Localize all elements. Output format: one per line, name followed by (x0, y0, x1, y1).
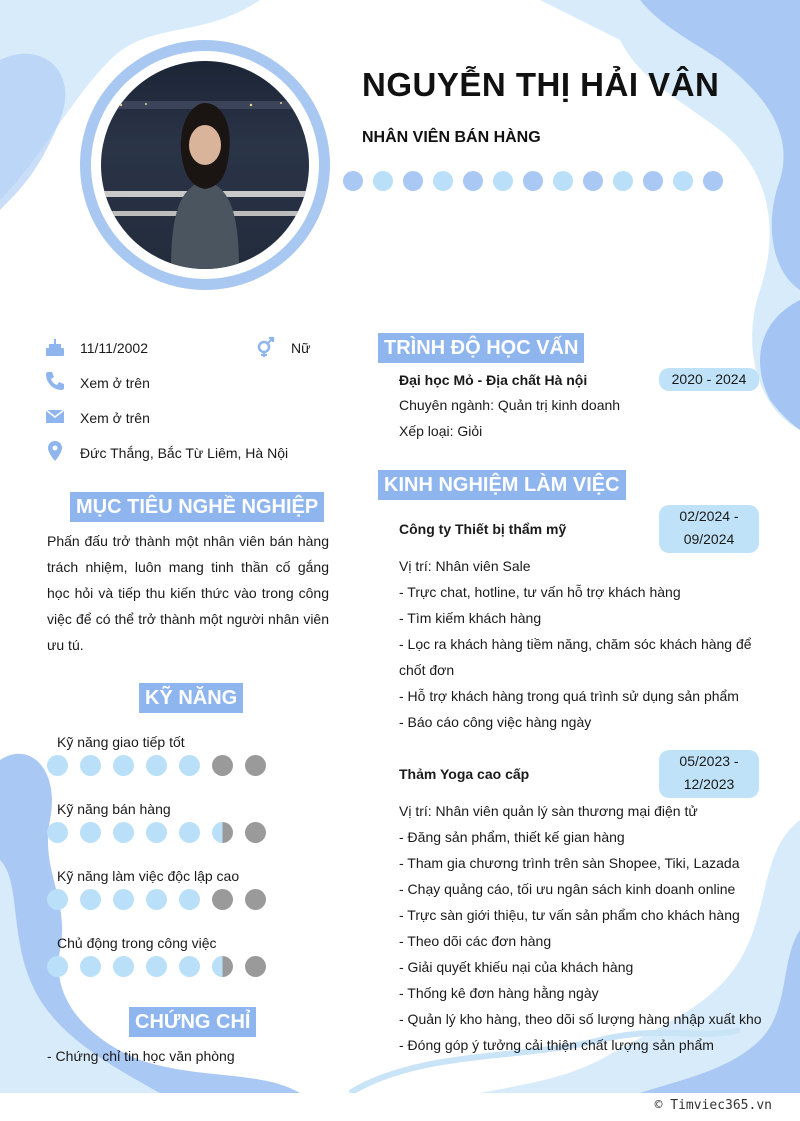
skill-dot (245, 822, 266, 843)
phone-icon (44, 370, 66, 392)
skill-label: Kỹ năng bán hàng (57, 801, 171, 817)
skill-dot (80, 755, 101, 776)
skill-rating (47, 822, 266, 843)
job-company: Thảm Yoga cao cấp (399, 766, 530, 782)
job-detail-line: - Quản lý kho hàng, theo dõi số lượng hàng nhập xuất kho (399, 1011, 762, 1027)
skill-dot (113, 889, 134, 910)
skill-dot (113, 755, 134, 776)
job-company: Công ty Thiết bị thẩm mỹ (399, 521, 567, 537)
job-period-badge (659, 505, 759, 553)
decorative-dot (613, 171, 633, 191)
job-detail-line: - Giải quyết khiếu nại của khách hàng (399, 959, 634, 975)
skill-dot (179, 956, 200, 977)
job-details (399, 553, 765, 735)
gender-icon (255, 336, 277, 358)
email-text: Xem ở trên (80, 410, 150, 426)
job-detail-line: - Chạy quảng cáo, tối ưu ngân sách kinh doanh online (399, 881, 736, 897)
job-period-start: 05/2023 - (679, 753, 739, 769)
education-period-badge: 2020 - 2024 (659, 368, 759, 391)
gender-text: Nữ (291, 340, 311, 356)
decorative-dot (433, 171, 453, 191)
decorative-dots (343, 171, 723, 191)
job-detail-line: chốt đơn (399, 662, 455, 678)
avatar-photo (101, 61, 309, 269)
job-detail-line: - Báo cáo công việc hàng ngày (399, 714, 592, 730)
decorative-dot (553, 171, 573, 191)
skill-dot (245, 956, 266, 977)
job-period-end: 09/2024 (683, 531, 735, 547)
address-text: Đức Thắng, Bắc Từ Liêm, Hà Nội (80, 445, 289, 461)
decorative-dot (493, 171, 513, 191)
objective-text: Phấn đấu trở thành một nhân viên bán hàng trách nhiệm, luôn mang tinh thần cố gắng học hỏi và tiếp thu kiến thức vào trong công việc để có thể trở thành một người nhân viên ưu tú. (47, 533, 329, 653)
skill-dot (179, 822, 200, 843)
decorative-dot (523, 171, 543, 191)
skill-label: Kỹ năng làm việc độc lập cao (57, 868, 240, 884)
skill-dot (146, 822, 167, 843)
cake-icon (44, 336, 66, 358)
job-detail-line: - Tham gia chương trình trên sàn Shopee, Tiki, Lazada (399, 855, 740, 871)
skill-dot (179, 755, 200, 776)
skill-dot (47, 755, 68, 776)
skill-dot (80, 956, 101, 977)
skill-dot (113, 956, 134, 977)
skill-dot (47, 889, 68, 910)
school-name: Đại học Mỏ - Địa chất Hà nội (399, 372, 588, 388)
skill-dot (146, 755, 167, 776)
skill-rating (47, 755, 266, 776)
job-details (399, 798, 765, 1058)
job-period-start: 02/2024 - (679, 508, 739, 524)
decorative-dot (373, 171, 393, 191)
phone-text: Xem ở trên (80, 375, 150, 391)
job-detail-line: - Hỗ trợ khách hàng trong quá trình sử dụng sản phẩm (399, 688, 739, 704)
avatar (101, 61, 309, 269)
certificate-item: - Chứng chỉ tin học văn phòng (47, 1048, 235, 1064)
education-grade: Xếp loại: Giỏi (399, 423, 483, 439)
skill-dot (245, 755, 266, 776)
job-detail-line: - Thống kê đơn hàng hằng ngày (399, 985, 599, 1001)
footer (0, 1093, 800, 1121)
job-period-badge (659, 750, 759, 798)
skill-dot (80, 889, 101, 910)
decorative-dot (643, 171, 663, 191)
job-detail-line: - Theo dõi các đơn hàng (399, 933, 552, 949)
skill-dot (80, 822, 101, 843)
location-icon (44, 440, 66, 462)
skill-dot (146, 889, 167, 910)
skill-dot (113, 822, 134, 843)
skills-heading: KỸ NĂNG (139, 683, 243, 713)
skill-dot (212, 755, 233, 776)
objective-heading: MỤC TIÊU NGHỀ NGHIỆP (70, 492, 324, 522)
job-detail-line: Vị trí: Nhân viên quản lý sàn thương mại điện tử (399, 803, 698, 819)
certificates-heading: CHỨNG CHỈ (129, 1007, 256, 1037)
footer-credit: © Timviec365.vn (654, 1098, 772, 1113)
skill-rating (47, 889, 266, 910)
skill-dot (245, 889, 266, 910)
skill-dot (47, 956, 68, 977)
decorative-dot (673, 171, 693, 191)
job-title: NHÂN VIÊN BÁN HÀNG (362, 129, 541, 146)
job-period-end: 12/2023 (683, 776, 735, 792)
decorative-dot (343, 171, 363, 191)
skill-dot (179, 889, 200, 910)
job-detail-line: - Trực sàn giới thiệu, tư vấn sản phẩm cho khách hàng (399, 907, 740, 923)
job-detail-line: Vị trí: Nhân viên Sale (399, 558, 531, 574)
skill-dot (212, 889, 233, 910)
job-detail-line: - Đăng sản phẩm, thiết kế gian hàng (399, 829, 625, 845)
skill-rating (47, 956, 266, 977)
decorative-dot (703, 171, 723, 191)
decorative-dot (403, 171, 423, 191)
job-detail-line: - Đóng góp ý tưởng cải thiện chất lượng sản phẩm (399, 1037, 714, 1053)
candidate-name: NGUYỄN THỊ HẢI VÂN (362, 66, 720, 103)
job-detail-line: - Trực chat, hotline, tư vấn hỗ trợ khách hàng (399, 584, 681, 600)
decorative-dot (463, 171, 483, 191)
education-heading: TRÌNH ĐỘ HỌC VẤN (378, 333, 584, 363)
skill-dot (212, 956, 233, 977)
skill-dot (146, 956, 167, 977)
education-major: Chuyên ngành: Quản trị kinh doanh (399, 397, 621, 413)
skill-label: Chủ động trong công việc (57, 935, 217, 951)
birthday-text: 11/11/2002 (80, 340, 148, 356)
job-detail-line: - Tìm kiếm khách hàng (399, 610, 542, 626)
experience-heading: KINH NGHIỆM LÀM VIỆC (378, 470, 626, 500)
skill-dot (212, 822, 233, 843)
decorative-dot (583, 171, 603, 191)
email-icon (44, 405, 66, 427)
skill-label: Kỹ năng giao tiếp tốt (57, 734, 185, 750)
job-detail-line: - Lọc ra khách hàng tiềm năng, chăm sóc khách hàng để (399, 636, 752, 652)
skill-dot (47, 822, 68, 843)
